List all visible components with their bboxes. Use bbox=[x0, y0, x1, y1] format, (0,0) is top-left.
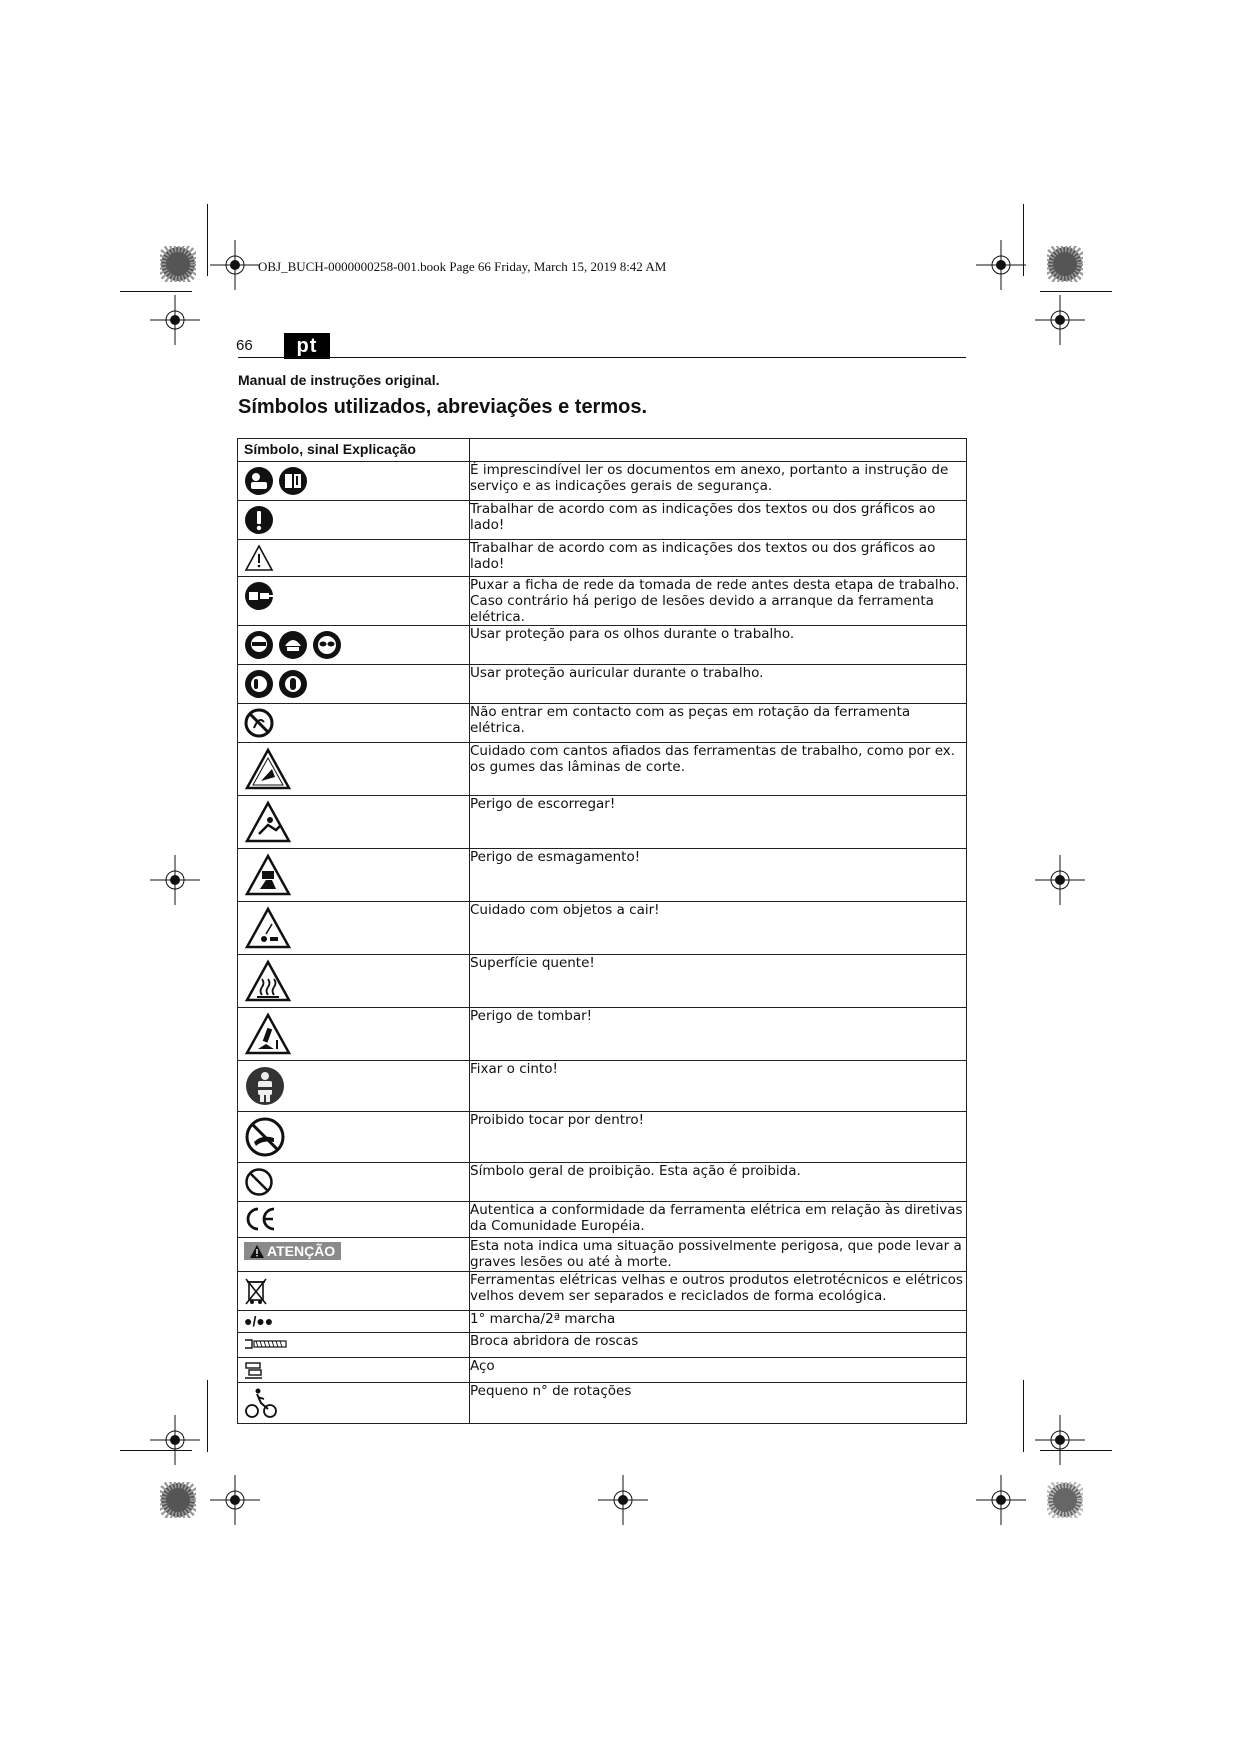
weee-bin-icon bbox=[244, 1276, 268, 1306]
table-row bbox=[238, 796, 967, 849]
row-text: É imprescindível ler os documentos em anexo, portanto a instrução de serviço e as indicações gerais de segurança. bbox=[470, 462, 967, 501]
row-text: Aço bbox=[470, 1358, 967, 1383]
color-wheel-icon bbox=[1047, 246, 1083, 282]
face-shield-icon bbox=[244, 630, 274, 660]
row-text: Cuidado com cantos afiados das ferramentas de trabalho, como por ex. os gumes das lâminas de corte. bbox=[470, 743, 967, 796]
no-touch-rotating-icon bbox=[244, 708, 274, 738]
registration-mark-icon bbox=[150, 295, 200, 345]
table-row bbox=[238, 1272, 967, 1311]
row-text: Proibido tocar por dentro! bbox=[470, 1112, 967, 1163]
read-manual-icon bbox=[244, 466, 274, 496]
registration-mark-icon bbox=[210, 240, 260, 290]
row-text: Broca abridora de roscas bbox=[470, 1333, 967, 1358]
color-wheel-icon bbox=[1047, 1482, 1083, 1518]
registration-mark-icon bbox=[976, 1475, 1026, 1525]
table-row bbox=[238, 849, 967, 902]
table-row bbox=[238, 1383, 967, 1424]
row-text: Não entrar em contacto com as peças em rotação da ferramenta elétrica. bbox=[470, 704, 967, 743]
row-text: Fixar o cinto! bbox=[470, 1061, 967, 1112]
color-wheel-icon bbox=[160, 246, 196, 282]
prohibition-icon bbox=[244, 1167, 274, 1197]
row-text: Pequeno n° de rotações bbox=[470, 1383, 967, 1424]
header-rule bbox=[238, 357, 966, 358]
table-row bbox=[238, 540, 967, 577]
registration-mark-icon bbox=[150, 1415, 200, 1465]
sharp-edges-warning-icon bbox=[244, 747, 292, 791]
subtitle: Manual de instruções original. bbox=[238, 372, 440, 388]
registration-mark-icon bbox=[1035, 295, 1085, 345]
falling-objects-icon bbox=[244, 906, 292, 950]
table-row bbox=[238, 902, 967, 955]
table-row bbox=[238, 704, 967, 743]
row-text: Perigo de tombar! bbox=[470, 1008, 967, 1061]
table-row bbox=[238, 1008, 967, 1061]
registration-mark-icon bbox=[598, 1475, 648, 1525]
registration-mark-icon bbox=[210, 1475, 260, 1525]
steel-icon bbox=[244, 1361, 264, 1379]
page-number: 66 bbox=[236, 337, 253, 354]
row-text: Usar proteção para os olhos durante o trabalho. bbox=[470, 626, 967, 665]
row-text: Trabalhar de acordo com as indicações dos textos ou dos gráficos ao lado! bbox=[470, 540, 967, 577]
row-text: Puxar a ficha de rede da tomada de rede antes desta etapa de trabalho. Caso contrário há perigo de lesões devido a arranque da ferramenta elétrica. bbox=[470, 577, 967, 626]
table-row bbox=[238, 462, 967, 501]
table-row bbox=[238, 1202, 967, 1238]
hot-surface-icon bbox=[244, 959, 292, 1003]
table-row bbox=[238, 1311, 967, 1333]
slip-hazard-icon bbox=[244, 800, 292, 844]
row-text: Esta nota indica uma situação possivelmente perigosa, que pode levar a graves lesões ou até à morte. bbox=[470, 1238, 967, 1272]
warning-triangle-icon bbox=[250, 1245, 264, 1258]
atencao-badge bbox=[244, 1242, 341, 1260]
table-row bbox=[238, 626, 967, 665]
registration-mark-icon bbox=[1035, 1415, 1085, 1465]
atencao-label: ATENÇÃO bbox=[267, 1243, 336, 1259]
symbols-table bbox=[237, 438, 967, 1424]
manual-book-icon bbox=[278, 466, 308, 496]
row-text: Trabalhar de acordo com as indicações dos textos ou dos gráficos ao lado! bbox=[470, 501, 967, 540]
table-row bbox=[238, 1061, 967, 1112]
row-text: 1° marcha/2ª marcha bbox=[470, 1311, 967, 1333]
page-title: Símbolos utilizados, abreviações e termos. bbox=[238, 396, 648, 418]
ce-mark-icon bbox=[244, 1206, 278, 1232]
registration-mark-icon bbox=[976, 240, 1026, 290]
table-row bbox=[238, 743, 967, 796]
table-row bbox=[238, 1163, 967, 1202]
fasten-belt-icon bbox=[244, 1065, 286, 1107]
row-text: Perigo de esmagamento! bbox=[470, 849, 967, 902]
table-row bbox=[238, 955, 967, 1008]
warning-triangle-icon bbox=[244, 544, 274, 572]
book-info-header: OBJ_BUCH-0000000258-001.book Page 66 Friday, March 15, 2019 8:42 AM bbox=[258, 259, 667, 274]
row-text: Cuidado com objetos a cair! bbox=[470, 902, 967, 955]
goggles-icon bbox=[312, 630, 342, 660]
color-wheel-icon bbox=[160, 1482, 196, 1518]
ear-protection-icon bbox=[244, 669, 274, 699]
earmuff-icon bbox=[278, 669, 308, 699]
table-row bbox=[238, 1238, 967, 1272]
exclamation-circle-icon bbox=[244, 505, 274, 535]
low-speed-bike-icon bbox=[244, 1387, 278, 1419]
unplug-icon bbox=[244, 581, 274, 611]
table-row bbox=[238, 1333, 967, 1358]
row-text: Ferramentas elétricas velhas e outros produtos eletrotécnicos e elétricos velhos devem ser separados e reciclados de forma ecológica. bbox=[470, 1272, 967, 1311]
row-text: Perigo de escorregar! bbox=[470, 796, 967, 849]
gear-dots-label: ●/●● bbox=[238, 1311, 470, 1333]
tip-over-icon bbox=[244, 1012, 292, 1056]
table-header: Símbolo, sinal Explicação bbox=[238, 439, 470, 462]
row-text: Autentica a conformidade da ferramenta elétrica em relação às diretivas da Comunidade Européia. bbox=[470, 1202, 967, 1238]
tap-drill-icon bbox=[244, 1338, 288, 1350]
language-badge: pt bbox=[284, 333, 330, 359]
table-row bbox=[238, 1112, 967, 1163]
crush-hazard-icon bbox=[244, 853, 292, 897]
no-reach-in-icon bbox=[244, 1116, 286, 1158]
row-text: Símbolo geral de proibição. Esta ação é proibida. bbox=[470, 1163, 967, 1202]
registration-mark-icon bbox=[1035, 855, 1085, 905]
table-header-row bbox=[238, 439, 967, 462]
table-row bbox=[238, 577, 967, 626]
row-text: Usar proteção auricular durante o trabalho. bbox=[470, 665, 967, 704]
table-row bbox=[238, 1358, 967, 1383]
table-header-empty bbox=[470, 439, 967, 462]
row-text: Superfície quente! bbox=[470, 955, 967, 1008]
table-row bbox=[238, 501, 967, 540]
registration-mark-icon bbox=[150, 855, 200, 905]
helmet-icon bbox=[278, 630, 308, 660]
table-row bbox=[238, 665, 967, 704]
